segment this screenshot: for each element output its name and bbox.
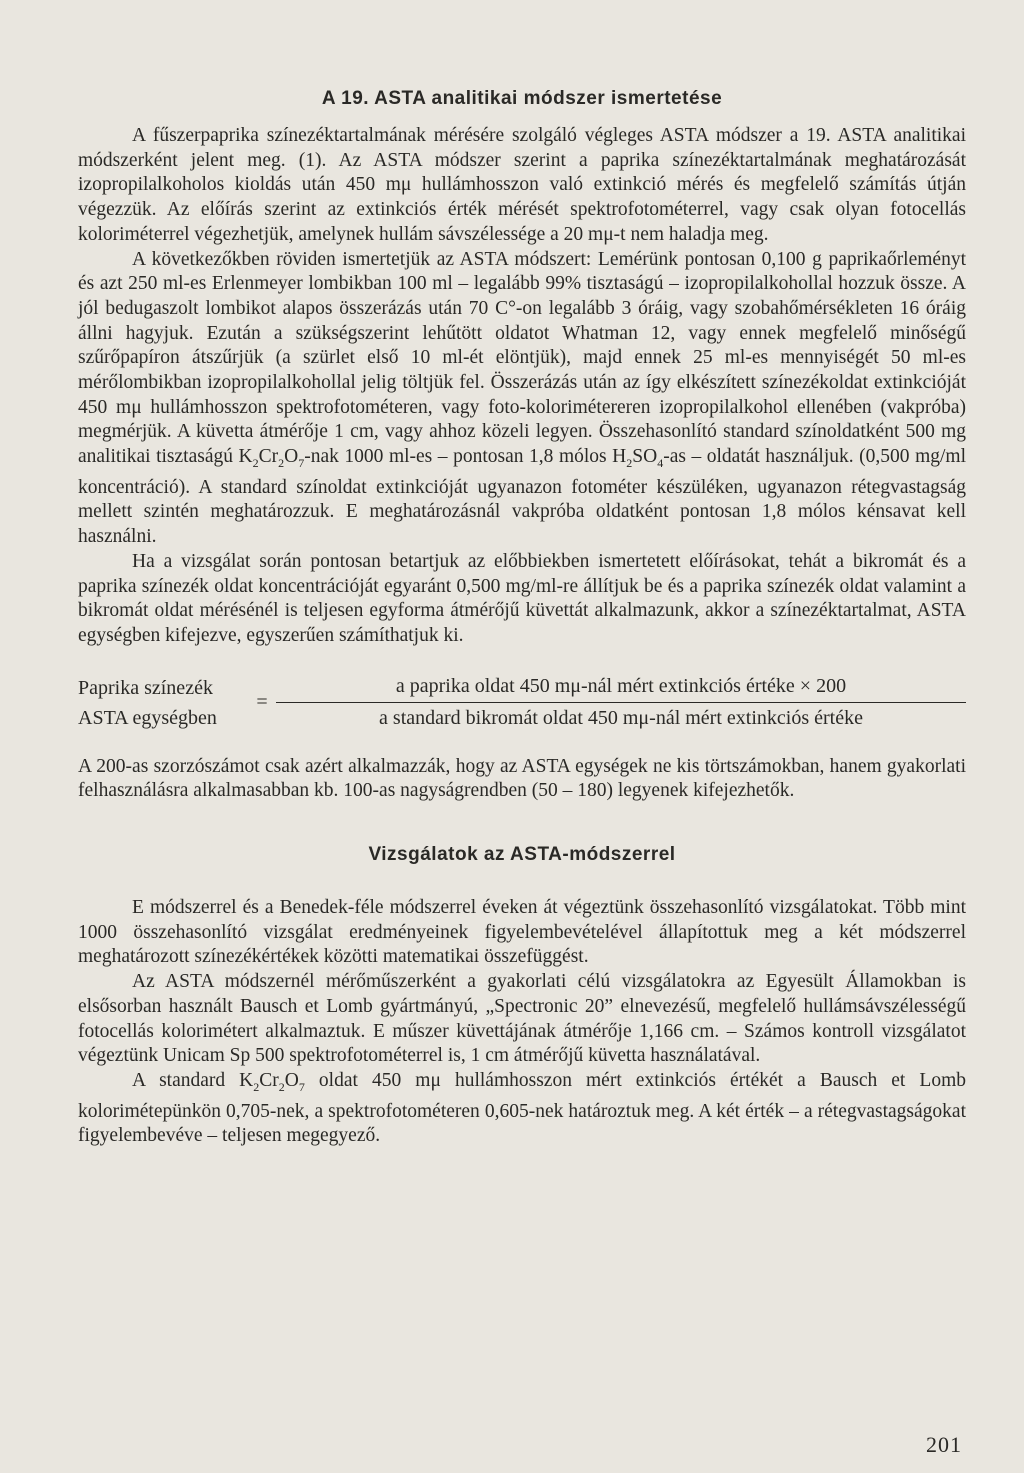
paragraph-multiplier: A 200-as szorzószámot csak azért alkalmazzák, hogy az ASTA egységek ne kis törtszámokban, hanem gyakorlati felhasználásra alkalmasabban kb. 100-as nagyságrendben (50 – 180) legyenek kifejezhetők. <box>78 755 966 802</box>
formula-numerator: a paprika oldat 450 mμ-nál mért extinkciós értéke × 200 <box>276 675 966 703</box>
paragraph-comparison: E módszerrel és a Benedek-féle módszerrel éveken át végeztünk összehasonlító vizsgálatokat. Több mint 1000 összehasonlító vizsgálat eredményeinek figyelembevételével állapítottuk meg a két módszerrel meghatározott színezékértékek közötti matematikai összefüggést. <box>78 897 966 968</box>
paragraph-intro: A fűszerpaprika színezéktartalmának mérésére szolgáló végleges ASTA módszer a 19. ASTA analitikai módszerként jelent meg. (1). Az ASTA módszer szerint a paprika színezéktartalmának meghatározását izopropilalkoholos kioldás után 450 mμ hullámhosszon való extinkció mérés és megfelelő számítás útján végezzük. Az előírás szerint az extinkciós érték mérését spektrofotométerrel, vagy csak olyan fotocellás koloriméterrel végezhetjük, amelynek hullám sávszélessége a 20 mμ-t nem haladja meg. <box>78 125 966 245</box>
paragraph-calculation: Ha a vizsgálat során pontosan betartjuk az előbbiekben ismertetett előírásokat, tehát a bikromát és a paprika színezék oldat koncentrációját egyaránt 0,500 mg/ml-re állítjuk be és a paprika színezék oldat valamint a bikromát oldat mérésénél is teljesen egyforma átmérőjű küvettát alkalmazunk, akkor a színezéktartalmat, ASTA egységben kifejezve, egyszerűen számíthatjuk ki. <box>78 550 966 646</box>
section-heading-investigations: Vizsgálatok az ASTA-módszerrel <box>368 844 676 866</box>
section-heading-asta-method: A 19. ASTA analitikai módszer ismertetése <box>321 88 723 109</box>
page-number: 201 <box>926 1432 962 1457</box>
formula-fraction <box>276 675 966 730</box>
paragraph-procedure: A következőkben röviden ismertetjük az ASTA módszert: Lemérünk pontosan 0,100 g paprikaőrleményt és azt 250 ml-es Erlenmeyer lombikban 100 ml – legalább 99% tisztaságú – izopropilalkohollal hozzuk össze. A jól bedugaszolt lombikot alapos összerázás után 70 C°-on legalább 3 óráig, vagy szobahőmérsékleten 16 óráig állni hagyjuk. Ezután a szükségszerint lehűtött oldatot Whatman 12, vagy ennek megfelelő minőségű szűrőpapíron átszűrjük (a szürlet első 10 ml-ét elöntjük), majd ennek 25 ml-es mennyiségét 50 ml-es mérőlombikban izopropilalkohollal jelig töltjük fel. Összerázás után az így elkészített színezékoldat extinkcióját 450 mμ hullámhosszon spektrofotométeren, vagy foto-kolorimétereren izopropilalkohol ellenében (vakpróba) megmérjük. A küvetta átmérője 1 cm, vagy ahhoz közeli legyen. Összehasonlító standard színoldatként 500 mg analitikai tisztaságú $K_2Cr_2O_7$-nak 1000 ml-es – pontosan 1,8 mólos $H_2SO_4-as$ – oldatát használjuk. (0,500 mg/ml koncentráció). A standard színoldat extinkcióját ugyanazon fotométer készüléken, ugyanazon rétegvastagság mellett szintén meghatározzuk. E meghatározásnál vakpróba oldatként pontosan 1,8 mólos kénsavat kell használni. <box>78 248 967 548</box>
formula-left-side: Paprika színezék ASTA egységben <box>78 676 217 729</box>
paragraph-results: A standard $K_2Cr_2O_7$ oldat 450 mμ hullámhosszon mért extinkciós értékét a Bausch et Lomb kolorimétерünkön 0,705-nek, a spektrofotométeren 0,605-nek határoztuk meg. A két érték – a rétegvastagságokat figyelembevéve – teljesen megegyező. <box>78 1069 966 1147</box>
formula-equals: = <box>256 691 268 714</box>
document-page <box>78 88 966 1149</box>
asta-formula <box>78 673 966 733</box>
formula-denominator: a standard bikromát oldat 450 mμ-nál mért extinkciós értéke <box>379 707 863 730</box>
paragraph-instrument: Az ASTA módszernél mérőműszerként a gyakorlati célú vizsgálatokra az Egyesült Államokban is elsősorban használt Bausch et Lomb gyártmányú, „Spectronic 20” elnevezésű, megfelelő hullámsávszélességű fotocellás kolorimétert alkalmaztuk. E műszer küvettájának átmérője 1,166 cm. – Számos kontroll vizsgálatot végeztünk Unicam Sp 500 spektrofotométerrel is, 1 cm átmérőjű küvetta használatával. <box>78 971 966 1067</box>
